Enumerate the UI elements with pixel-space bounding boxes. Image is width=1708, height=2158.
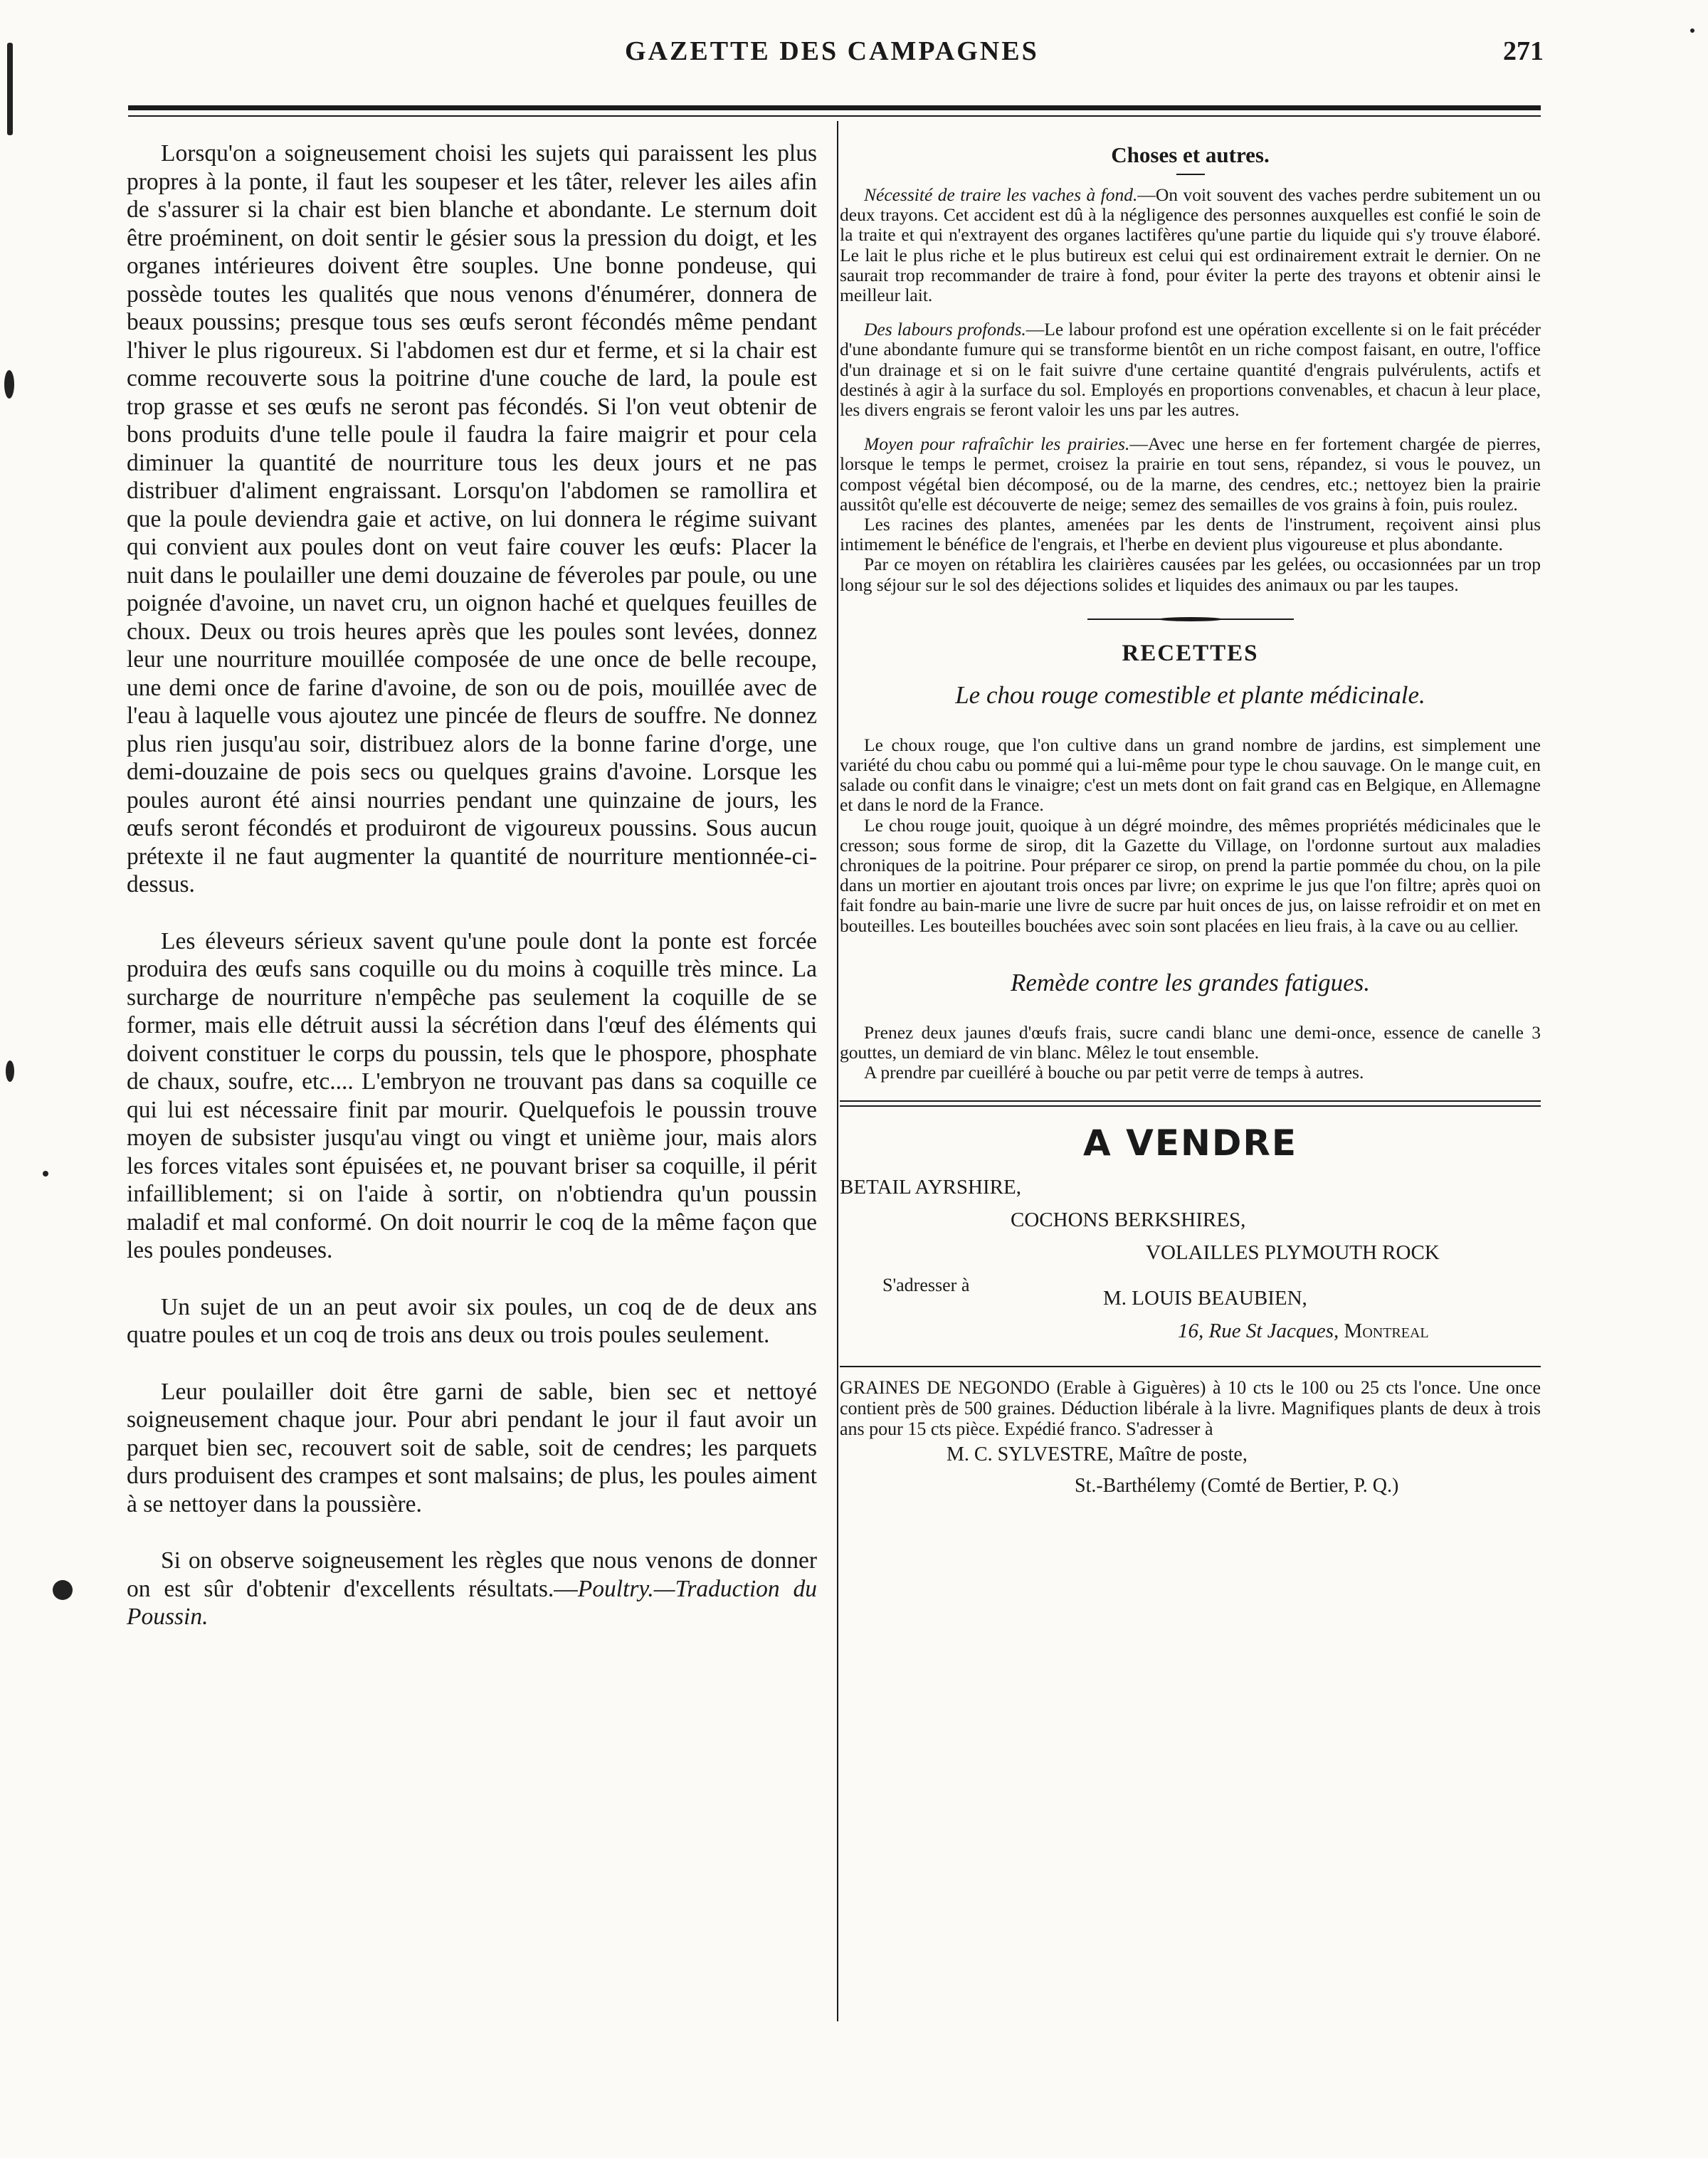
news-item xyxy=(840,434,1541,515)
recipe-paragraph: Prenez deux jaunes d'œufs frais, sucre candi blanc une demi-once, essence de canelle 3 gouttes, un demiard de vin blanc. Mêlez le tout ensemble. xyxy=(840,1021,1541,1063)
advert-line xyxy=(840,1236,1541,1269)
left-column xyxy=(127,140,817,1631)
advert-graines xyxy=(840,1377,1541,1502)
header-rule-thin xyxy=(128,115,1541,117)
advert-address xyxy=(1178,1315,1429,1347)
news-item-text: Par ce moyen on rétablira les clairières causées par les gelées, ou occasionnées par un trop long séjour sur le sol des déjections solides et liquides des animaux ou par les taupes. xyxy=(840,554,1541,595)
recipe-title: Remède contre les grandes fatigues. xyxy=(1010,968,1371,996)
scan-speck xyxy=(7,43,13,135)
advert-vendre-title: A VENDRE xyxy=(1083,1122,1297,1164)
advert-line-text: COCHONS BERKSHIRES, xyxy=(1011,1208,1246,1231)
scan-speck xyxy=(1690,28,1694,33)
advert-contact-name: M. LOUIS BEAUBIEN, xyxy=(1103,1286,1307,1310)
article-paragraph: Leur poulailler doit être garni de sable, bien sec et nettoyé soigneusement chaque jour. Pour abri pendant le jour il faut avoir un parquet bien sec, recouvert soit de sable, soit de cendres; les parquets durs produisent des crampes et sont malsains; de plus, les poules aiment à se nettoyer dans la poussière. xyxy=(127,1378,817,1517)
advert-line-text: BETAIL AYRSHIRE, xyxy=(840,1175,1021,1199)
recettes-title: RECETTES xyxy=(1122,640,1259,666)
advert-city: Montreal xyxy=(1344,1319,1429,1342)
advert-address-text: 16, Rue St Jacques, xyxy=(1178,1319,1339,1342)
advert-line xyxy=(840,1171,1541,1204)
news-item-text: —On voit souvent des vaches perdre subitement un ou deux trayons. Cet accident est dû à la négligence des personnes auxquelles est confié le soin de la traite et qui n'extrayent des organes lactifères qu'une partie du liquide qui s'y trouve élaboré. Le lait le plus riche et le plus butireux est celui qui est ordinairement extrait le dernier. On ne saurait trop recommander de traire à fond, pour éviter la perte des trayons et obtenir ainsi le meilleur lait. xyxy=(840,184,1541,306)
article-source: Poultry.—Traduction du Poussin. xyxy=(127,1575,817,1630)
ornamental-divider xyxy=(1087,616,1294,622)
advert-graines-name: M. C. SYLVESTRE, Maître de poste, xyxy=(947,1443,1248,1465)
advert-line xyxy=(840,1269,1541,1310)
advert-rule xyxy=(840,1366,1541,1367)
scan-speck xyxy=(43,1171,48,1177)
scan-speck xyxy=(53,1580,73,1600)
news-item xyxy=(840,320,1541,420)
recipe-paragraph: A prendre par cueilléré à bouche ou par petit verre de temps à autres. xyxy=(864,1062,1364,1083)
advert-contact-label: S'adresser à xyxy=(882,1274,970,1295)
advert-line-text: VOLAILLES PLYMOUTH ROCK xyxy=(1146,1241,1440,1264)
news-item-text: —Avec une herse en fer fortement chargée de pierres, lorsque le temps le permet, croisez la prairie en tout sens, répandez, si vous le pouvez, un compost végétal bien décomposé, ou de la marne, des cendres, etc.; nettoyez bien la prairie aussitôt qu'elle est découverte de neige; semez des semailles de vos grains à foin, puis roulez. xyxy=(840,433,1541,515)
scan-speck xyxy=(4,370,14,399)
news-item-lead: Nécessité de traire les vaches à fond. xyxy=(864,184,1138,205)
page-header-title: GAZETTE DES CAMPAGNES xyxy=(625,36,1039,66)
article-paragraph: Un sujet de un an peut avoir six poules, un coq de de deux ans quatre poules et un coq de trois ans deux ou trois poules seulement. xyxy=(127,1293,817,1348)
news-item xyxy=(840,515,1541,554)
news-item-lead: Moyen pour rafraîchir les prairies. xyxy=(864,433,1130,455)
advert-line xyxy=(840,1204,1541,1236)
advert-graines-text: GRAINES DE NEGONDO (Erable à Giguères) à 10 cts le 100 ou 25 cts l'once. Une once contient près de 500 graines. Déduction libérale à la livre. Magnifiques plants de deux à trois ans pour 15 cts pièce. Expédié franco. S'adresser à xyxy=(840,1377,1541,1439)
section-title-choses: Choses et autres. xyxy=(1111,142,1270,167)
news-item xyxy=(840,554,1541,594)
article-paragraph: Les éleveurs sérieux savent qu'une poule dont la ponte est forcée produira des œufs sans coquille ou du moins à coquille très mince. La surcharge de nourriture n'empêche pas seulement la coquille de se former, mais elle détruit aussi la sécrétion dans l'œuf des éléments qui doivent constituer le corps du poussin, tels que le phospore, phosphate de chaux, soufre, etc.... L'embryon ne trouvant pas dans sa coquille ce qui lui est nécessaire finit par mourir. Quelquefois le poussin trouve moyen de subsister jusqu'au vingt ou vingt et unième jour, mais alors les forces vitales sont épuisées et, ne pouvant briser sa coquille, il périt infailliblement; si on l'aide à sortir, on n'obtiendra qu'un poussin maladif et mal conformé. On doit nourrir le coq de la même façon que les poules pondeuses. xyxy=(127,927,817,1263)
news-item xyxy=(840,185,1541,305)
advert-separator xyxy=(840,1100,1541,1107)
section-title-rule xyxy=(1176,174,1205,175)
scan-speck xyxy=(6,1060,14,1082)
news-item-lead: Des labours profonds. xyxy=(864,319,1026,340)
recipe-paragraph: Le chou rouge jouit, quoique à un dégré moindre, des mêmes propriétés médicinales que le cresson; sous forme de sirop, dit la Gazette du Village, on l'ordonne surtout aux maladies chroniques de la poitrine. Pour préparer ce sirop, on prend la partie pommée du chou, on la pile dans un mortier en ajoutant trois onces par livre; on exprime le jus que l'on filtre; après quoi on fait fondre au bain-marie une livre de sucre par huit onces de jus, on laisse refroidir et on met en bouteilles. Les bouteilles bouchées avec soin sont placées en lieu frais, à la cave ou au cellier. xyxy=(840,814,1541,936)
news-item-text: Les racines des plantes, amenées par les dents de l'instrument, reçoivent ainsi plus intimement le bénéfice de l'engrais, et l'herbe en devient plus vigoureuse et plus abondante. xyxy=(840,514,1541,555)
advert-graines-place: St.-Barthélemy (Comté de Bertier, P. Q.) xyxy=(1075,1474,1399,1497)
page-number: 271 xyxy=(1503,36,1544,66)
article-final-text: Si on observe soigneusement les règles que nous venons de donner on est sûr d'obtenir d'excellents résultats.— xyxy=(127,1547,817,1602)
news-item-text: —Le labour profond est une opération excellente si on le fait précéder d'une abondante fumure qui se transforme bientôt en un riche compost faisant, en outre, l'office d'un drainage et si on le fait suivre d'une certaine quantité d'engrais pulvérulents, actifs et destinés à agir à la surface du sol. Employés en proportions convenables, et chacun à leur place, les divers engrais se feront valoir les uns par les autres. xyxy=(840,319,1541,421)
advert-graines-line xyxy=(840,1439,1541,1470)
article-paragraph-final xyxy=(127,1547,817,1631)
right-column xyxy=(840,140,1541,1502)
recipe-title: Le chou rouge comestible et plante médicinale. xyxy=(955,680,1425,709)
column-divider xyxy=(837,121,838,2021)
header-rule-thick xyxy=(128,105,1541,110)
article-paragraph: Lorsqu'on a soigneusement choisi les sujets qui paraissent les plus propres à la ponte, il faut les soupeser et les tâter, relever les ailes afin de s'assurer si la chair est bien blanche et abondante. Le sternum doit être proéminent, on doit sentir le gésier sous la pression du doigt, et les organes intérieures doivent être souples. Une bonne pondeuse, qui possède toutes les qualités que nous venons d'énumérer, donnera de beaux poussins; presque tous ses œufs seront fécondés même pendant l'hiver le plus rigoureux. Si l'abdomen est dur et ferme, et si la chair est comme recouverte sous la poitrine d'une couche de lard, la poule est trop grasse et ses œufs ne seront pas fécondés. Si l'on veut obtenir de bons produits d'une telle poule il faudra la faire maigrir et pour cela diminuer la quantité de nourriture tous les deux jours et ne pas distribuer d'aliment engraissant. Lorsqu'on l'abdomen se ramollira et que la poule deviendra gaie et active, on lui donnera le régime suivant qui convient aux poules dont on veut faire couver les œufs: Placer la nuit dans le poulailler une demi douzaine de féveroles par poule, ou une poignée d'avoine, un navet cru, un oignon haché et quelques feuilles de choux. Deux ou trois heures après que les poules sont levées, donnez leur une nourriture mouillée composée de une once de belle recoupe, une demi once de farine d'avoine, de son ou de pois, mouillée avec de l'eau à laquelle vous ajoutez une pincée de fleurs de souffre. Ne donnez plus rien jusqu'au soir, distribuez alors de la bonne farine d'orge, une demi-douzaine de pois secs ou quelques grains d'avoine. Lorsque les poules auront été ainsi nourries pendant une quinzaine de jours, les œufs seront fécondés et produiront de vigoureux poussins. Sous aucun prétexte il ne faut augmenter la quantité de nourriture mentionnée-ci-dessus. xyxy=(127,140,817,898)
advert-line xyxy=(840,1315,1541,1347)
recipe-paragraph: Le choux rouge, que l'on cultive dans un grand nombre de jardins, est simplement une variété du chou cabu ou pommé qui a lui-même pour type le chou sauvage. On le mange cuit, en salade ou confit dans le vinaigre; c'est un mets dont on fait grand cas en Belgique, en Allemagne et dans le nord de la France. xyxy=(840,734,1541,816)
advert-graines-line xyxy=(840,1470,1541,1502)
